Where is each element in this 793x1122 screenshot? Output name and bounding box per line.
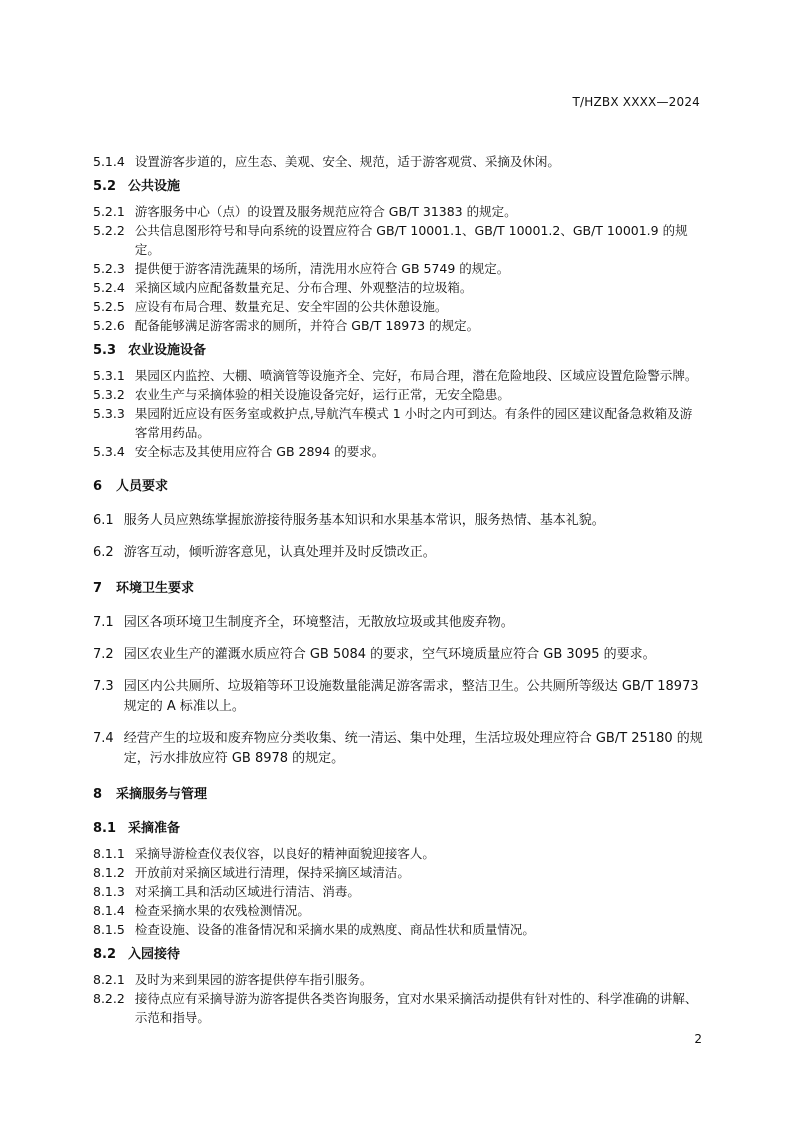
clause-5-2-3: [93, 259, 703, 278]
chapter-number: 8: [93, 787, 103, 802]
section-title: 入园接待: [128, 947, 181, 962]
clause-number: 8.2.1: [93, 972, 125, 987]
clause-8-1-1: [93, 844, 703, 863]
clause-text: 经营产生的垃圾和废弃物应分类收集、统一清运、集中处理，生活垃圾处理应符合 GB/T 25180 的规定，污水排放应符 GB 8978 的规定。: [123, 731, 703, 766]
clause-text: 园区内公共厕所、垃圾箱等环卫设施数量能满足游客需求，整洁卫生。公共厕所等级达 GB/T 18973 规定的 A 标准以上。: [123, 679, 699, 714]
section-title: 农业设施设备: [128, 343, 207, 358]
section-number: 8.2: [93, 947, 117, 962]
clause-text: 游客服务中心（点）的设置及服务规范应符合 GB/T 31383 的规定。: [134, 204, 517, 219]
chapter-title: 采摘服务与管理: [116, 787, 208, 802]
section-heading-5-3: [93, 341, 703, 361]
clause-number: 5.2.2: [93, 223, 125, 238]
clause-number: 7.4: [93, 731, 114, 746]
clause-5-3-3: [93, 404, 703, 442]
section-number: 5.2: [93, 179, 117, 194]
clause-number: 6.1: [93, 513, 114, 528]
clause-number: 6.2: [93, 545, 114, 560]
clause-5-2-4: [93, 278, 703, 297]
clause-number: 8.1.2: [93, 865, 125, 880]
clause-number: 5.2.3: [93, 261, 125, 276]
clause-6-2: [93, 543, 703, 563]
clause-number: 8.1.1: [93, 846, 125, 861]
clause-5-3-2: [93, 385, 703, 404]
clause-number: 5.3.4: [93, 444, 125, 459]
section-heading-8-1: [93, 819, 703, 839]
clause-text: 配备能够满足游客需求的厕所，并符合 GB/T 18973 的规定。: [134, 318, 480, 333]
clause-7-3: [93, 677, 703, 717]
clause-number: 5.2.1: [93, 204, 125, 219]
clause-8-1-5: [93, 920, 703, 939]
section-heading-5-2: [93, 177, 703, 197]
clause-8-1-2: [93, 863, 703, 882]
clause-8-2-1: [93, 970, 703, 989]
clause-number: 7.3: [93, 679, 114, 694]
clause-7-4: [93, 729, 703, 769]
clause-text: 开放前对采摘区域进行清理，保持采摘区域清洁。: [134, 865, 410, 880]
document-body: [93, 152, 703, 1027]
clause-5-2-2: [93, 221, 703, 259]
section-number: 5.3: [93, 343, 117, 358]
clause-text: 采摘导游检查仪表仪容，以良好的精神面貌迎接客人。: [134, 846, 435, 861]
clause-number: 8.2.2: [93, 991, 125, 1006]
clause-number: 5.3.1: [93, 368, 125, 383]
section-title: 公共设施: [128, 179, 181, 194]
clause-5-1-4: [93, 152, 703, 171]
clause-text: 对采摘工具和活动区域进行清洁、消毒。: [134, 884, 360, 899]
chapter-title: 人员要求: [116, 479, 169, 494]
section-number: 8.1: [93, 821, 117, 836]
clause-number: 5.2.4: [93, 280, 125, 295]
clause-text: 检查采摘水果的农残检测情况。: [134, 903, 310, 918]
clause-number: 5.1.4: [93, 154, 125, 169]
standard-code: T/HZBX XXXX—2024: [572, 95, 700, 109]
clause-text: 及时为来到果园的游客提供停车指引服务。: [134, 972, 373, 987]
clause-text: 应设有布局合理、数量充足、安全牢固的公共休憩设施。: [134, 299, 448, 314]
chapter-title: 环境卫生要求: [116, 581, 195, 596]
clause-5-2-1: [93, 202, 703, 221]
clause-number: 5.3.3: [93, 406, 125, 421]
clause-number: 7.1: [93, 615, 114, 630]
clause-7-1: [93, 613, 703, 633]
clause-8-1-3: [93, 882, 703, 901]
clause-5-3-4: [93, 442, 703, 461]
page-number: 2: [694, 1032, 702, 1046]
clause-number: 5.3.2: [93, 387, 125, 402]
clause-text: 园区各项环境卫生制度齐全，环境整洁，无散放垃圾或其他废弃物。: [123, 615, 514, 630]
clause-number: 8.1.5: [93, 922, 125, 937]
chapter-heading-8: [93, 785, 703, 805]
clause-text: 服务人员应熟练掌握旅游接待服务基本知识和水果基本常识，服务热情、基本礼貌。: [123, 513, 605, 528]
clause-6-1: [93, 511, 703, 531]
clause-text: 公共信息图形符号和导向系统的设置应符合 GB/T 10001.1、GB/T 10001.2、GB/T 10001.9 的规定。: [134, 223, 688, 257]
clause-text: 游客互动，倾听游客意见，认真处理并及时反馈改正。: [123, 545, 436, 560]
clause-8-1-4: [93, 901, 703, 920]
clause-5-3-1: [93, 366, 703, 385]
clause-number: 8.1.3: [93, 884, 125, 899]
clause-text: 接待点应有采摘导游为游客提供各类咨询服务，宜对水果采摘活动提供有针对性的、科学准确的讲解、示范和指导。: [134, 991, 698, 1025]
chapter-heading-6: [93, 477, 703, 497]
clause-text: 果园附近应设有医务室或救护点,导航汽车模式 1 小时之内可到达。有条件的园区建议配备急救箱及游客常用药品。: [134, 406, 693, 440]
clause-text: 检查设施、设备的准备情况和采摘水果的成熟度、商品性状和质量情况。: [134, 922, 535, 937]
clause-text: 提供便于游客清洗蔬果的场所，清洗用水应符合 GB 5749 的规定。: [134, 261, 510, 276]
clause-text: 采摘区域内应配备数量充足、分布合理、外观整洁的垃圾箱。: [134, 280, 473, 295]
clause-5-2-5: [93, 297, 703, 316]
clause-number: 8.1.4: [93, 903, 125, 918]
section-heading-8-2: [93, 945, 703, 965]
clause-number: 7.2: [93, 647, 114, 662]
chapter-heading-7: [93, 579, 703, 599]
chapter-number: 6: [93, 479, 103, 494]
clause-text: 安全标志及其使用应符合 GB 2894 的要求。: [134, 444, 385, 459]
section-title: 采摘准备: [128, 821, 181, 836]
clause-text: 设置游客步道的，应生态、美观、安全、规范，适于游客观赏、采摘及休闲。: [134, 154, 560, 169]
clause-number: 5.2.6: [93, 318, 125, 333]
clause-7-2: [93, 645, 703, 665]
clause-8-2-2: [93, 989, 703, 1027]
clause-text: 园区农业生产的灌溉水质应符合 GB 5084 的要求，空气环境质量应符合 GB 3095 的要求。: [123, 647, 656, 662]
clause-5-2-6: [93, 316, 703, 335]
clause-text: 农业生产与采摘体验的相关设施设备完好，运行正常，无安全隐患。: [134, 387, 510, 402]
chapter-number: 7: [93, 581, 103, 596]
clause-number: 5.2.5: [93, 299, 125, 314]
clause-text: 果园区内监控、大棚、喷滴管等设施齐全、完好，布局合理，潜在危险地段、区域应设置危险警示牌。: [134, 368, 698, 383]
